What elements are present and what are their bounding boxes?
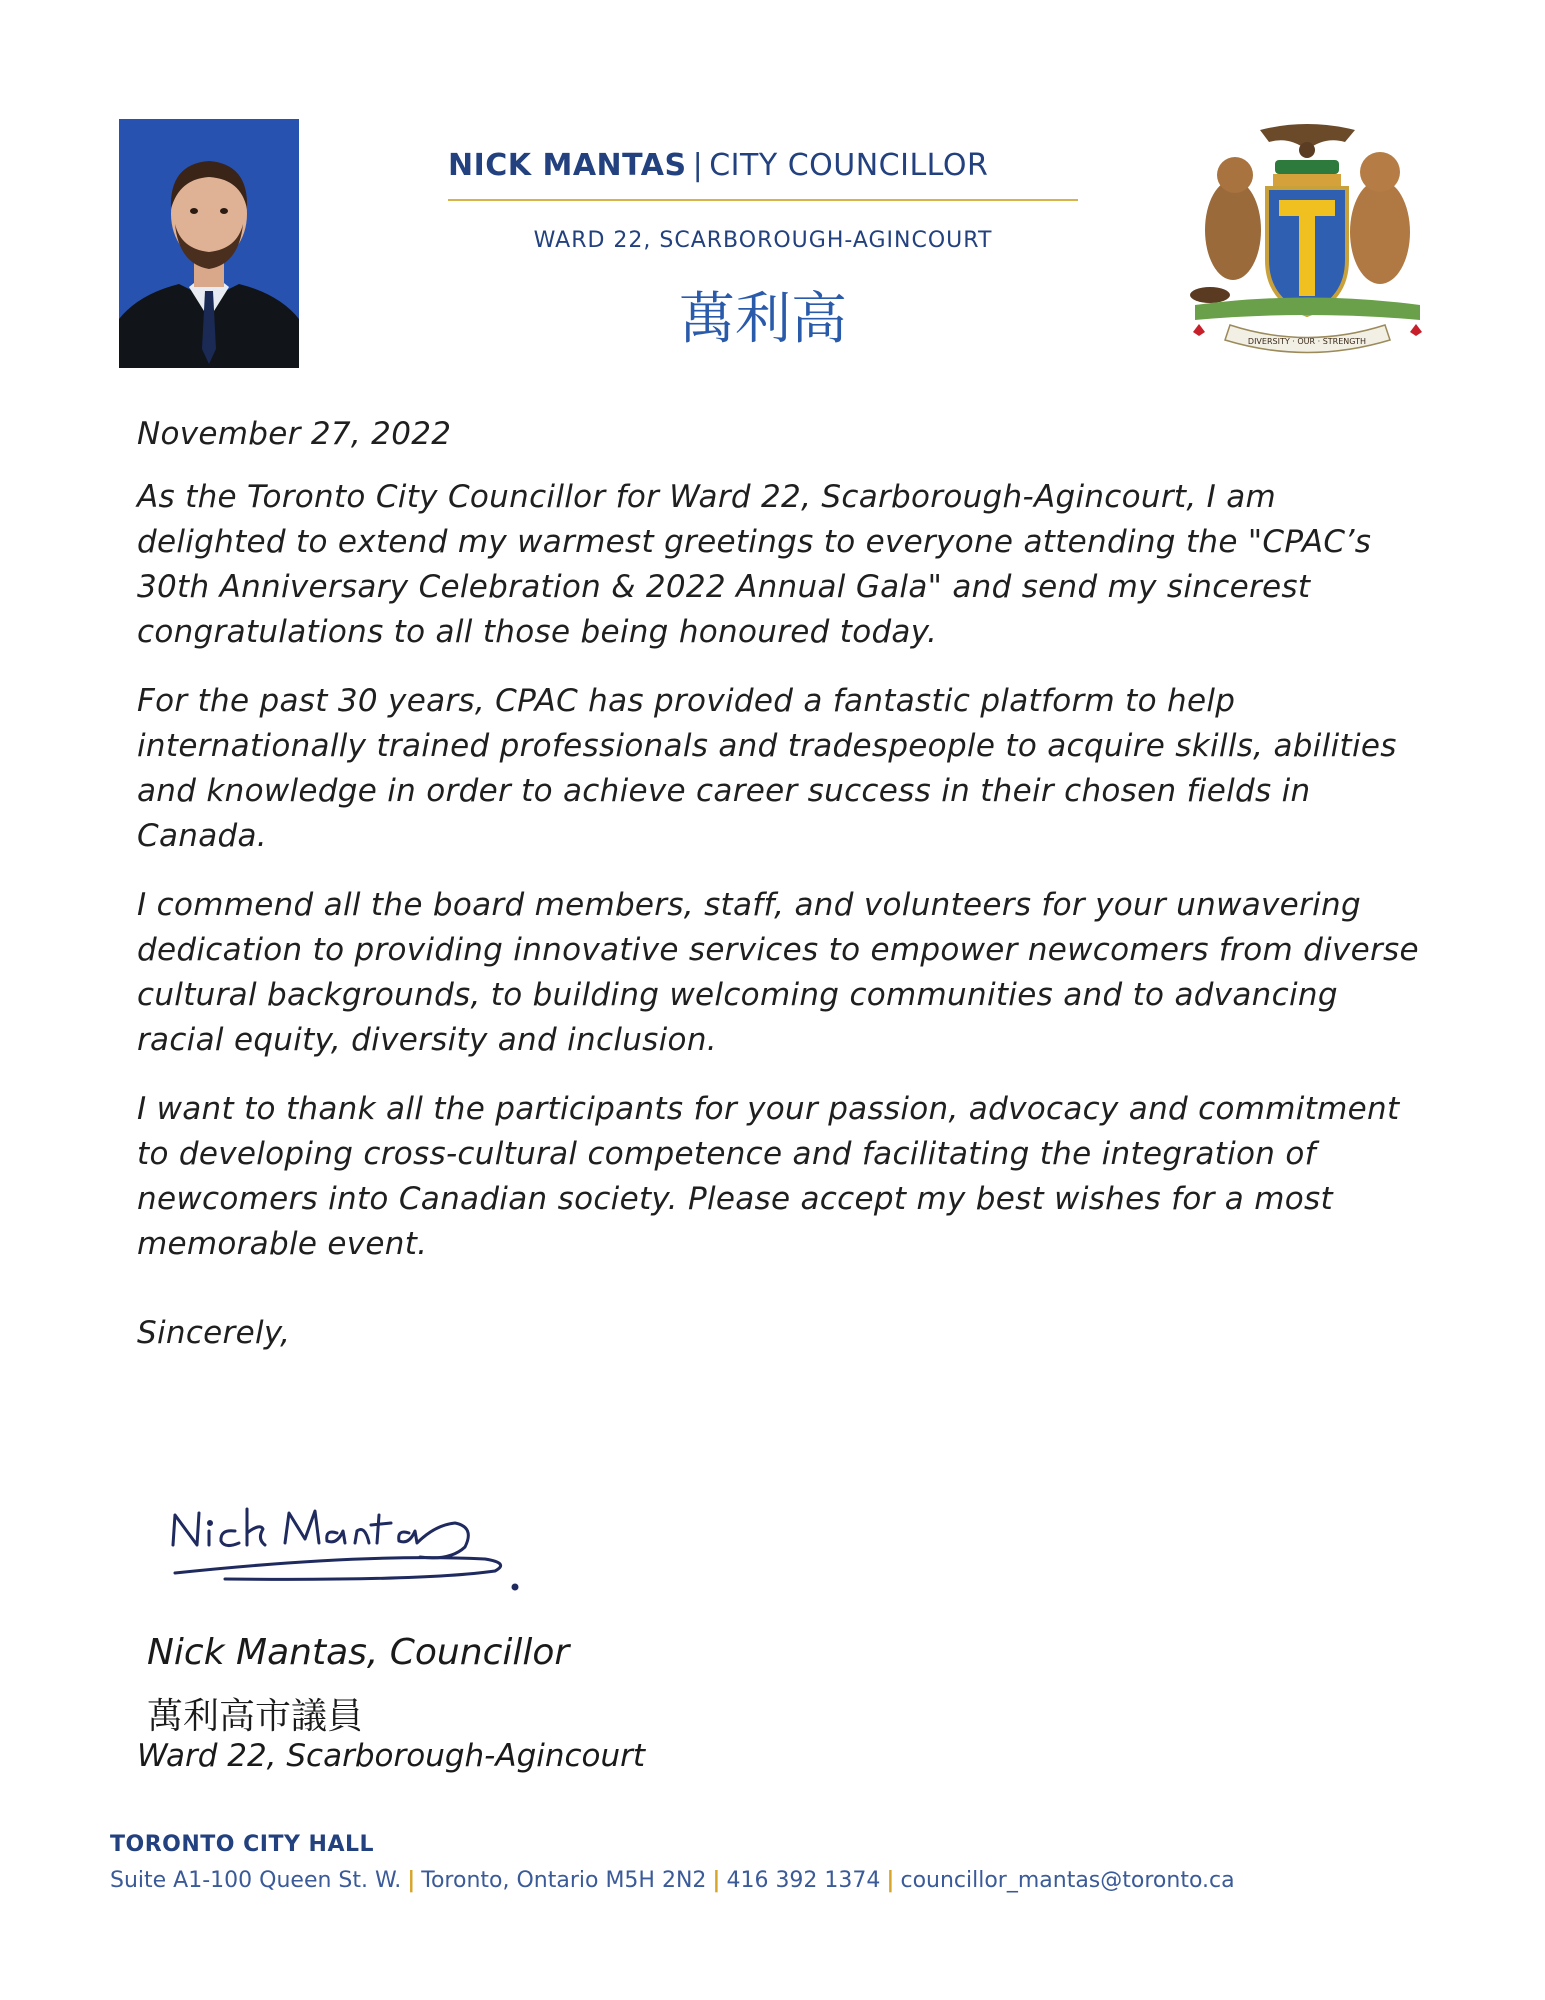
signatory-chinese-title: 萬利高市議員: [147, 1696, 364, 1737]
letter-paragraph-3: I commend all the board members, staff, and volunteers for your unwavering dedication to providing innovative services to empower newcomers from diverse cultural backgrounds, to building welcoming communities and to advancing racial equity, diversity and inclusion.: [137, 887, 1419, 1058]
footer-separator: |: [407, 1868, 416, 1893]
ward-label: WARD 22, SCARBOROUGH-AGINCOURT: [533, 228, 993, 253]
councillor-photo: [119, 119, 299, 368]
title-separator: |: [692, 148, 704, 183]
letter-body: [137, 412, 1427, 1380]
footer-email: councillor_mantas@toronto.ca: [900, 1868, 1235, 1893]
header-divider: [448, 199, 1078, 201]
footer-separator: |: [712, 1868, 721, 1893]
chinese-name: 萬利高: [679, 287, 847, 352]
letter-closing: Sincerely,: [137, 1315, 291, 1351]
footer-phone: 416 392 1374: [726, 1868, 881, 1893]
letter-date: November 27, 2022: [137, 416, 452, 452]
footer-title: TORONTO CITY HALL: [110, 1832, 375, 1857]
footer-city: Toronto, Ontario M5H 2N2: [421, 1868, 707, 1893]
coat-of-arms-icon: [1175, 120, 1440, 360]
crest-motto: DIVERSITY · OUR · STRENGTH: [1247, 337, 1367, 346]
signatory-name: Nick Mantas, Councillor: [147, 1632, 570, 1673]
footer-separator: |: [886, 1868, 895, 1893]
councillor-role: CITY COUNCILLOR: [709, 148, 989, 183]
letterhead-title: [448, 148, 1088, 183]
letter-paragraph-4: I want to thank all the participants for your passion, advocacy and commitment to developing cross-cultural competence and facilitating the integration of newcomers into Canadian society. Please accept my best wishes for a most memorable event.: [137, 1091, 1400, 1262]
letter-paragraph-2: For the past 30 years, CPAC has provided a fantastic platform to help internationally trained professionals and tradespeople to acquire skills, abilities and knowledge in order to achieve career success in their chosen fields in Canada.: [137, 683, 1397, 854]
footer-contact: [110, 1868, 1235, 1893]
footer-address: Suite A1-100 Queen St. W.: [110, 1868, 402, 1893]
letter-paragraph-1: As the Toronto City Councillor for Ward 22, Scarborough-Agincourt, I am delighted to extend my warmest greetings to everyone attending the "CPAC’s 30th Anniversary Celebration & 2022 Annual Gala" and send my sincerest congratulations to all those being honoured today.: [137, 479, 1372, 650]
councillor-name: NICK MANTAS: [448, 148, 687, 183]
signatory-ward: Ward 22, Scarborough-Agincourt: [137, 1738, 646, 1774]
handwritten-signature: [165, 1495, 535, 1605]
